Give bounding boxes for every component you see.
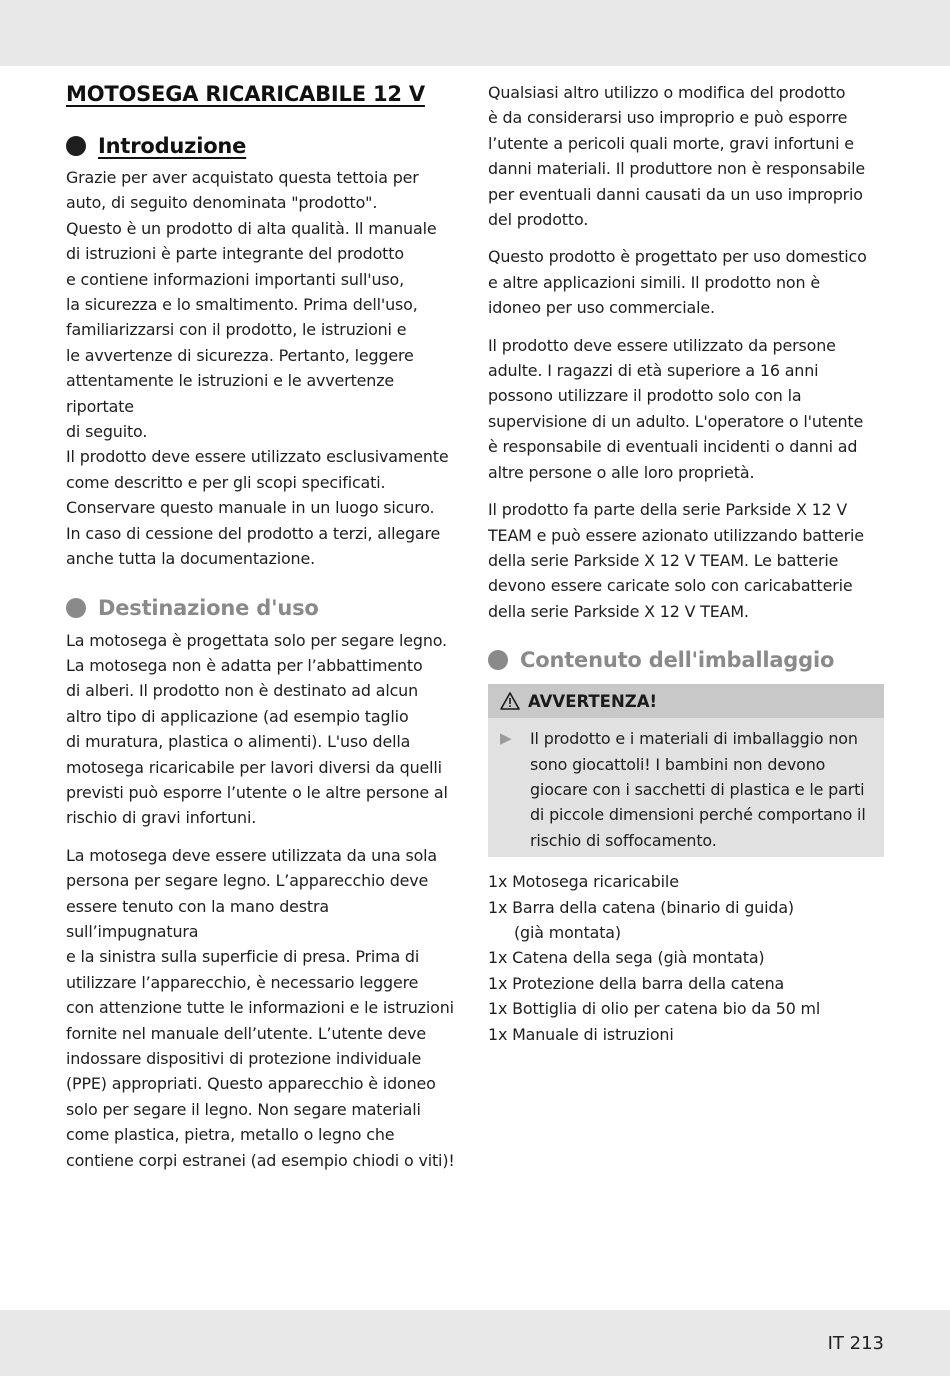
left-column	[66, 78, 466, 1173]
section-contenuto-header	[488, 648, 884, 672]
section-destinazione-header	[66, 596, 466, 620]
destinazione-paragraph-6: Il prodotto fa parte della serie Parkside X 12 V TEAM e può essere azionato utilizzando batterie della serie Parkside X 12 V TEAM. Le batterie devono essere caricate solo con caricabatterie della serie Parkside X 12 V TEAM.	[488, 500, 864, 621]
package-contents-list	[488, 869, 884, 1047]
header-bar	[0, 0, 950, 66]
warning-box	[488, 684, 884, 857]
destinazione-paragraph-4: Questo prodotto è progettato per uso domestico e altre applicazioni simili. Il prodotto non è idoneo per uso commerciale.	[488, 247, 867, 318]
section-intro-title: Introduzione	[98, 134, 247, 158]
warning-text: Il prodotto e i materiali di imballaggio non sono giocattoli! I bambini non devono giocare con i sacchetti di plastica e le parti di piccole dimensioni perché comportano il rischio di soffocamento.	[530, 729, 866, 850]
play-arrow-icon: ▶	[500, 729, 512, 748]
destinazione-paragraph-1: La motosega è progettata solo per segare legno. La motosega non è adatta per l’abbattimento di alberi. Il prodotto non è destinato ad alcun altro tipo di applicazione (ad esempio taglio di muratura, plastica o alimenti). L'uso della motosega ricaricabile per lavori diversi da quelli previsti può esporre l’utente o le altre persone al rischio di gravi infortuni.	[66, 630, 448, 828]
bullet-dot-icon	[66, 598, 86, 618]
warning-triangle-icon	[500, 692, 520, 710]
bullet-dot-icon	[488, 650, 508, 670]
page-title: MOTOSEGA RICARICABILE 12 V	[66, 82, 425, 106]
list-item: 1x Manuale di istruzioni	[488, 1024, 674, 1044]
warning-label: AVVERTENZA!	[528, 691, 658, 711]
footer-bar	[0, 1310, 950, 1376]
bullet-dot-icon	[66, 136, 86, 156]
destinazione-paragraph-2: La motosega deve essere utilizzata da una sola persona per segare legno. L’apparecchio deve essere tenuto con la mano destra sull’impugnatura e la sinistra sulla superficie di presa. Prima di utilizzare l’apparecchio, è necessario leggere con attenzione tutte le informazioni e le istruzioni fornite nel manuale dell’utente. L’utente deve indossare dispositivi di protezione individuale (PPE) appropriati. Questo apparecchio è idoneo solo per segare il legno. Non segare materiali come plastica, pietra, metallo o legno che contiene corpi estranei (ad esempio chiodi o viti)!	[66, 845, 455, 1170]
list-item: 1x Protezione della barra della catena	[488, 973, 785, 993]
list-item: (già montata)	[514, 922, 621, 942]
section-destinazione-title: Destinazione d'uso	[98, 595, 319, 620]
section-intro-header	[66, 134, 466, 158]
right-column	[488, 80, 884, 1047]
destinazione-paragraph-3: Qualsiasi altro utilizzo o modifica del prodotto è da considerarsi uso improprio e può esporre l’utente a pericoli quali morte, gravi infortuni e danni materiali. Il produttore non è responsabile per eventuali danni causati da un uso improprio del prodotto.	[488, 83, 865, 230]
destinazione-paragraph-5: Il prodotto deve essere utilizzato da persone adulte. I ragazzi di età superiore a 16 anni possono utilizzare il prodotto solo con la supervisione di un adulto. L'operatore o l'utente è responsabile di eventuali incidenti o danni ad altre persone o alle loro proprietà.	[488, 335, 864, 482]
list-item: 1x Motosega ricaricabile	[488, 872, 679, 892]
warning-header	[488, 684, 884, 718]
list-item: 1x Barra della catena (binario di guida)	[488, 897, 794, 917]
section-contenuto-title: Contenuto dell'imballaggio	[520, 648, 835, 673]
warning-item	[488, 718, 884, 853]
list-item: 1x Bottiglia di olio per catena bio da 50 ml	[488, 999, 821, 1019]
list-item: 1x Catena della sega (già montata)	[488, 948, 765, 968]
page-number: IT 213	[827, 1333, 884, 1354]
intro-paragraph: Grazie per aver acquistato questa tettoia per auto, di seguito denominata "prodotto". Questo è un prodotto di alta qualità. Il manuale di istruzioni è parte integrante del prodotto e contiene informazioni importanti sull'uso, la sicurezza e lo smaltimento. Prima dell'uso, familiarizzarsi con il prodotto, le istruzioni e le avvertenze di sicurezza. Pertanto, leggere attentamente le istruzioni e le avvertenze riportate di seguito. Il prodotto deve essere utilizzato esclusivamente come descritto e per gli scopi specificati. Conservare questo manuale in un luogo sicuro. In caso di cessione del prodotto a terzi, allegare anche tutta la documentazione.	[66, 168, 449, 569]
